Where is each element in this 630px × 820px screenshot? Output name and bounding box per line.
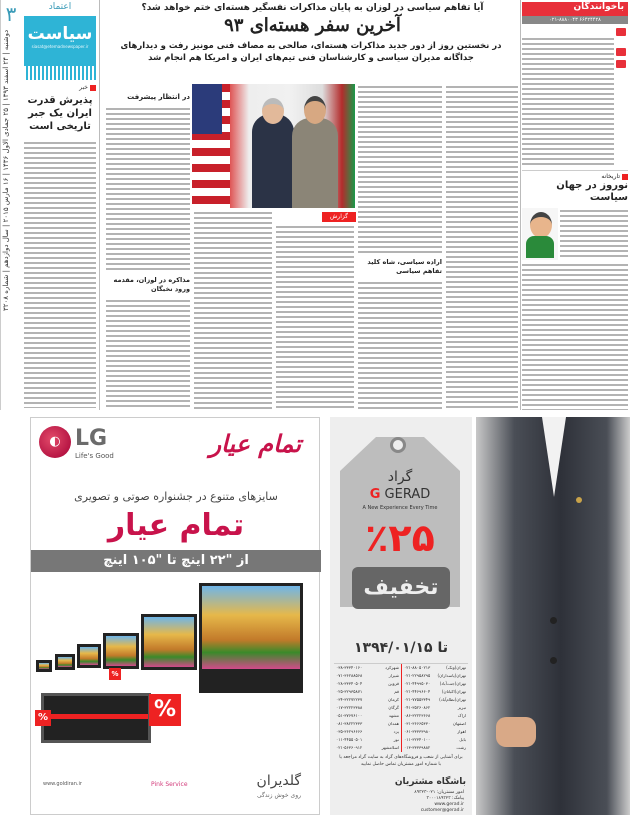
branch-row	[334, 728, 468, 736]
news-photo	[192, 84, 355, 208]
kicker: آیا تفاهم سیاسی در لوزان به پایان مذاکرات نفسگیر هسته‌ای ختم خواهد شد؟	[141, 3, 484, 13]
article-col-1-bottom	[358, 282, 442, 410]
tv-image	[141, 614, 197, 670]
main-subhead: در نخستین روز از دور جدید مذاکرات هسته‌ای، صالحی به مصاف فنی مونیز رفت و دیدارهای جداگانه مدیران سیاسی و کارشناسان فنی تیم‌های ایران و امریکا هم انجام شد	[120, 41, 502, 63]
branch-phone: ۰۷۱-۳۶۲۸۸۵۶۸	[336, 673, 363, 678]
branch-list	[334, 663, 468, 753]
branch-row	[334, 696, 468, 704]
contact-website: www.gerad.ir	[434, 802, 464, 807]
branch-phone: ۰۳۸-۳۳۳۴۰۱۶۰	[336, 665, 363, 670]
branch-phone: ۰۳۱-۳۶۶۶۵۳۳۰	[404, 721, 431, 726]
section-email: siasat@etemadnewspaper.ir	[31, 44, 89, 49]
news-tag-label: خبر	[79, 84, 88, 91]
dateline: دوشنبه | ۲۴ اسفند ۱۳۹۳ | ۲۵ جمادی الاول ۱۴۳۶ | ۱۶ مارس ۲۰۱۵ | سال دوازدهم | شماره ۳۲۰۸	[2, 30, 10, 312]
history-headline: نوروز در جهان سیاست	[556, 180, 628, 203]
branch-city: اراک	[457, 713, 466, 718]
branch-city: کرمان	[388, 697, 399, 702]
gerad-brand-fa: گراد	[387, 469, 413, 485]
branch-phone: ۰۶۱-۳۳۳۳۳۹۸۰	[404, 729, 431, 734]
branch-row	[334, 664, 468, 672]
branch-city: گرگان	[388, 705, 399, 710]
history-body-top	[560, 210, 628, 260]
contact-email: customer@gerad.ir	[420, 808, 464, 813]
contact-line: پیامک: ۳۰۰۰۱۸۹۳۲۳	[426, 796, 464, 801]
gift-tv-image	[41, 693, 151, 743]
tv-image	[77, 644, 101, 668]
report-tag: گزارش	[322, 212, 356, 222]
readers-phones: ۰۲۱-۸۸۸۰۰۴۳ ۶۶۴۲۴۴۲۸	[522, 16, 628, 24]
branch-city: قم	[394, 689, 399, 694]
tag-marker-icon	[90, 85, 96, 91]
branch-phone: ۰۲۱-۴۴۶۹۶۶۰۴	[404, 689, 431, 694]
article-subhead: اراده سیاسی، شاه کلید تفاهم سیاسی	[367, 258, 442, 275]
branch-city: نور	[393, 737, 399, 742]
tv-image	[55, 654, 75, 670]
ad-line: سایزهای متنوع در جشنواره صوتی و تصویری	[74, 490, 278, 503]
gerad-info: برای آشنایی از شعب و فروشگاه‌های گراد به سایت گراد مراجعه یا با شماره امور مشتریان تماس حاصل نمایید	[339, 755, 463, 767]
percent-cube: %	[35, 710, 51, 726]
main-headline: آخرین سفر هسته‌ای ۹۳	[224, 15, 401, 36]
branch-city: تهران(جنت‌آباد)	[439, 681, 466, 686]
tag-hole	[390, 437, 406, 453]
history-tag-label: تاریخانه	[601, 173, 620, 180]
branch-row	[334, 712, 468, 720]
gerad-brand-en: G GERAD	[369, 487, 431, 502]
lg-brand: LG	[75, 426, 108, 451]
branch-city: یزد	[393, 729, 399, 734]
branch-phone: ۰۲۸-۳۳۳۴۰۵۰۴	[336, 681, 363, 686]
ad-sizes-bar: از "۲۲ اینچ تا "۱۰۵ اینچ	[31, 550, 321, 572]
readers-header: باخوانندگان	[522, 2, 628, 16]
readers-messages	[522, 38, 614, 166]
article-subhead: در انتظار پیشرفت	[127, 93, 190, 101]
tamam-ayar-logo: تمام عیار	[209, 430, 301, 458]
lg-slogan: Life's Good	[75, 452, 114, 460]
lg-advertisement	[30, 417, 320, 815]
branch-phone: ۰۵۱-۳۷۶۷۶۱۰۰	[336, 713, 363, 718]
ad-title: تمام عیار	[107, 508, 245, 543]
article-col-4-bottom	[106, 300, 190, 410]
branch-city: تهران(پاسداران)	[437, 673, 466, 678]
tv-image	[36, 660, 52, 672]
branch-row	[334, 680, 468, 688]
branch-city: شیراز	[388, 673, 399, 678]
branch-city: اهواز	[457, 729, 466, 734]
branch-city: اصفهان	[452, 721, 466, 726]
sms-icon	[616, 60, 626, 68]
branch-row	[334, 720, 468, 728]
branch-city: بابل	[459, 737, 466, 742]
section-title: سیاست	[27, 24, 93, 44]
caricature	[522, 208, 558, 260]
branch-phone: ۰۲۱-۴۴۹۹۵۰۳۰	[404, 681, 431, 686]
branch-row	[334, 744, 468, 752]
branch-phone: ۰۲۱-۷۷۵۵۳۳۴۹	[404, 697, 431, 702]
gerad-advertisement	[330, 417, 472, 815]
tv-image	[103, 633, 139, 669]
history-tag	[522, 170, 628, 180]
tag-marker-icon	[622, 174, 628, 180]
branch-phone: ۰۳۵-۳۶۲۹۶۶۶۶	[336, 729, 363, 734]
article-col-4	[106, 108, 190, 272]
percent-cube: %	[109, 668, 121, 680]
discount-until: تا ۱۳۹۴/۰۱/۱۵	[354, 640, 448, 656]
percent-cube: %	[149, 694, 181, 726]
section-decor	[24, 66, 96, 80]
pink-service: Pink Service	[151, 781, 188, 788]
branch-phone: ۰۱۱-۴۴۵۵۰۵۰۱	[336, 737, 363, 742]
left-news-body	[24, 142, 96, 408]
branch-phone: ۰۲۱-۸۸۰۵۰۲۱۳	[404, 665, 431, 670]
branch-phone: ۰۱۱-۳۲۳۴۰۱۰۰	[404, 737, 431, 742]
branch-city: شهرکرد	[385, 665, 399, 670]
branch-city: همدان	[387, 721, 399, 726]
branch-phone: ۰۲۵-۳۲۹۳۵۸۷۱	[336, 689, 363, 694]
branch-city: مشهد	[388, 713, 399, 718]
discount-label: تخفیف	[352, 567, 450, 609]
gerad-slogan: A New Experience Every Time	[362, 505, 438, 511]
article-col-0	[446, 86, 518, 410]
branch-city: تبریز	[457, 705, 466, 710]
gerad-contact	[338, 790, 464, 814]
branch-city: تهران(ونک)	[446, 665, 466, 670]
branch-phone: ۰۸۶-۳۲۲۲۳۶۶۸	[404, 713, 431, 718]
history-body	[522, 264, 628, 410]
branch-city: اسلامشهر	[381, 745, 399, 750]
article-col-3	[194, 212, 272, 410]
lg-logo-icon: ◐	[39, 426, 71, 458]
branch-row	[334, 688, 468, 696]
left-news-headline: پذیرش قدرت ایران یک جبر تاریخی است	[27, 95, 93, 132]
branch-phone: ۰۳۴-۳۲۲۷۲۲۳۷	[336, 697, 363, 702]
discount-value: ٪۲۵	[365, 516, 435, 560]
contact-line: امور مشتریان: ۰۲۱-۸۹۳۲۳	[414, 790, 464, 795]
sms-icon	[616, 28, 626, 36]
branch-city: تهران(نظام‌آباد)	[439, 697, 466, 702]
branch-phone: ۰۲۱-۵۶۳۶۰۹۱۲	[336, 745, 363, 750]
branch-row	[334, 736, 468, 744]
branch-city: تهران(اکباتان)	[441, 689, 466, 694]
article-col-1	[358, 86, 442, 254]
goldiran-website: www.goldiran.ir	[43, 781, 82, 787]
news-tag	[24, 84, 96, 91]
branch-city: رشت	[456, 745, 466, 750]
goldiran-logo: گلدیران	[256, 773, 301, 789]
branch-row	[334, 672, 468, 680]
branch-city: قزوین	[388, 681, 399, 686]
suit-photo	[476, 417, 630, 815]
newspaper-logo: اعتماد	[48, 2, 72, 12]
article-subhead: مذاکره در لوزان، مقدمه ورود نخبگان	[113, 276, 190, 293]
customer-club-logo: باشگاه مشتریان	[394, 777, 466, 787]
goldiran-slogan: روی خوش زندگی	[256, 792, 301, 799]
branch-phone: ۰۱۷-۳۲۲۲۳۳۸۸	[336, 705, 363, 710]
sms-icon	[616, 48, 626, 56]
branch-row	[334, 704, 468, 712]
section-header	[24, 16, 96, 66]
page-number: ۳	[5, 2, 17, 26]
branch-phone: ۰۱۳-۳۳۳۳۹۸۸۲	[404, 745, 431, 750]
branch-phone: ۰۸۱-۳۸۲۲۲۳۳۳	[336, 721, 363, 726]
branch-phone: ۰۲۱-۲۲۹۵۸۲۹۵	[404, 673, 431, 678]
tv-image	[199, 583, 303, 693]
branch-phone: ۰۴۱-۳۵۲۶۰۸۶۲	[404, 705, 431, 710]
article-col-2	[276, 226, 354, 410]
